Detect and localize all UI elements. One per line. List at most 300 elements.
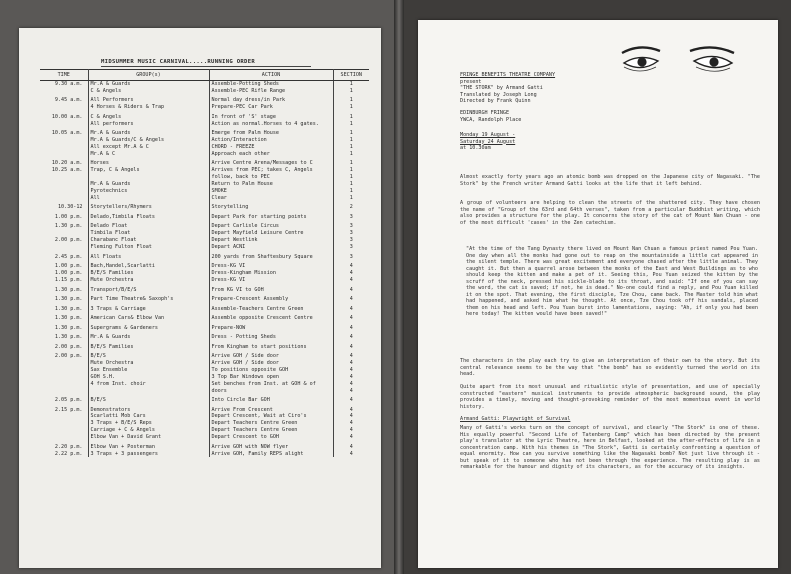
table-row [40,261,369,284]
action-line: Storytelling [211,204,249,211]
table-row [40,303,369,313]
group-cell [88,111,209,127]
action-line: Depart Teachers Centre Green [211,420,298,427]
section-line: 4 [349,270,353,277]
action-cell [209,451,333,458]
group-line: Elbow Van + Posterman [90,443,155,450]
action-cell [209,312,333,322]
action-cell [209,211,333,221]
date-start: Monday 19 August - [460,132,516,138]
translator-line: Translated by Joseph Long [460,91,537,98]
section-line: 1 [349,120,353,127]
section-line: 1 [349,174,353,181]
time-line: 1.30 p.m. [54,296,83,302]
action-line: Arrive GOH / Side door [211,359,279,366]
section-line: 3 [349,244,353,251]
section-line: 4 [349,353,353,359]
play-title: "THE STORK" by Armand Gatti [460,85,543,91]
section-line: 1 [349,181,353,188]
programme-header [460,72,555,105]
table-row [40,312,369,322]
section-line: 4 [349,305,353,312]
section-line: 1 [349,188,353,195]
time-cell [40,441,88,451]
time-line: 9.45 a.m. [54,97,83,104]
section-cell [333,81,369,95]
action-line: Arrive From Crescent [211,406,273,413]
time-cell [40,293,88,303]
time-cell [40,261,88,284]
group-line: Mr.A & Guards/C & Angels [90,137,165,144]
group-line: Demonstrators [90,406,131,413]
group-line: 3 Traps + 3 passengers [90,450,158,457]
section-cell [333,350,369,394]
section-cell [333,341,369,351]
group-cell [88,261,209,284]
time-line: 10.00 a.m. [51,113,83,120]
section-line: 4 [349,427,353,434]
section-cell [333,322,369,332]
column-header-section: SECTION [333,70,369,81]
festival-name: EDINBURGH FRINGE [460,110,510,116]
group-line: B/E/S Families [90,343,134,350]
table-row [40,451,369,458]
section-cell [333,293,369,303]
performance-time: at 10.30am [460,145,491,151]
group-cell [88,322,209,332]
action-line: Assemble-Potting Sheds [211,81,279,87]
action-cell [209,284,333,294]
group-line: Horses [90,160,109,167]
action-line: Prepare-PEC Car Park [211,104,273,111]
group-line: Mr.A & Guards [90,130,131,137]
group-cell [88,158,209,202]
action-line: Depart Mayfield Leisure Centre [211,230,304,237]
section-line: 4 [349,296,353,302]
group-cell [88,211,209,221]
time-line: 2.20 p.m. [54,443,83,450]
column-header-group: GROUP(s) [88,70,209,81]
action-line: Dress-Kingham Mission [211,270,276,277]
action-line: Arrive GOH / Side door [211,353,279,359]
time-line: 9.30 a.m. [54,81,83,87]
time-line: 2.22 p.m. [54,450,83,457]
section-cell [333,111,369,127]
group-line: Mr.A & Guards [90,81,131,87]
section-cell [333,394,369,404]
group-line: Mute Orchestra [90,277,134,283]
action-line: Depart Crescent, Wait at Ciro's [211,413,307,420]
section-line: 1 [349,97,353,104]
section-line: 4 [349,397,353,404]
time-cell [40,81,88,95]
time-line: 1.00 p.m. [54,263,83,270]
section-line: 4 [349,413,353,420]
group-line: All except Mr.A & C [90,144,149,151]
time-cell [40,322,88,332]
group-cell [88,202,209,212]
section-line: 1 [349,87,353,94]
section-line: 1 [349,160,353,167]
title-underline [101,66,311,67]
action-line: Depart Teachers Centre Green [211,427,298,434]
section-cell [333,211,369,221]
section-line: 3 [349,230,353,237]
table-row [40,202,369,212]
action-cell [209,202,333,212]
group-line: Mute Orchestra [90,359,134,366]
time-cell [40,128,88,158]
section-line: 1 [349,150,353,157]
group-line: All performers [90,120,134,127]
group-line: Fleming Fulton Float [90,244,152,251]
action-line: Normal day dress/in Park [211,97,286,104]
group-line: Mr.A & Guards [90,334,131,340]
group-line: Part Time Theatre& Saxoph's [90,296,174,302]
action-line: SMOKE [211,188,227,195]
action-cell [209,221,333,251]
section-cell [333,202,369,212]
action-line: Dress-KG VI [211,277,246,283]
table-row [40,221,369,251]
section-line: 1 [349,137,353,144]
section-cell [333,451,369,458]
action-line: Dress-KG VI [211,263,246,270]
table-row [40,404,369,441]
action-line: Depart Carlisle Circus [211,223,279,230]
time-cell [40,404,88,441]
group-cell [88,284,209,294]
table-row [40,293,369,303]
table-row [40,394,369,404]
action-line: Action/Interaction [211,137,267,144]
group-cell [88,312,209,322]
table-row [40,81,369,95]
action-line: Depart ACNI [211,244,246,251]
section-line: 1 [349,113,353,120]
section-line: 4 [349,366,353,373]
paragraph-characters: The characters in the play each try to give an interpretation of their own to the story. But its central relevance seems to be the way that "the bomb" has so evidently turned the world on its head. [460,358,760,377]
action-cell [209,293,333,303]
group-line: Scarlatti Mob Cars [90,413,146,420]
group-cell [88,451,209,458]
section-line: 4 [349,387,353,394]
group-line: C & Angels [90,113,122,120]
time-line: 1.00 p.m. [54,270,83,277]
section-line: 4 [349,443,353,450]
section-line: 2 [349,204,353,211]
section-cell [333,441,369,451]
time-line: 1.30 p.m. [54,324,83,331]
group-line: Supergrams & Gardeners [90,324,158,331]
action-line: Return to Palm House [211,181,273,188]
time-line: 10.25 a.m. [51,167,83,174]
column-header-action: ACTION [209,70,333,81]
group-line: Sax Ensemble [90,366,128,373]
action-line: From KG VI to GOH [211,286,264,293]
time-line: 2.00 p.m. [54,353,83,359]
table-row [40,211,369,221]
group-line: Trap, C & Angels [90,167,140,174]
time-line: 2.45 p.m. [54,253,83,260]
action-cell [209,322,333,332]
section-cell [333,95,369,111]
action-cell [209,95,333,111]
action-line: Dress - Potting Sheds [211,334,276,340]
paragraph-group: A group of volunteers are helping to clean the streets of the shattered city. They have chosen the name of "Group of the 63rd and 64th verses", taken from a particular Buddhist writing, which also provides a structure for the play. It concerns the story of the cat of Mount Nan Chuan - one of the most difficult 'cases' in the Zen catechism. [460,200,760,226]
action-line: CHORD - FREEZE [211,144,255,151]
table-row [40,111,369,127]
action-line: Arrive Centre Arena/Messages to C [211,160,313,167]
company-name: FRINGE BENEFITS THEATRE COMPANY [460,72,556,78]
section-line: 4 [349,263,353,270]
action-line: Depart Westlink [211,237,258,244]
time-line [42,230,83,237]
section-line: 4 [349,334,353,340]
table-row [40,350,369,394]
action-cell [209,350,333,394]
action-line: Set benches from Inst. at GOH & of [211,380,316,387]
action-cell [209,331,333,341]
group-line [91,174,207,181]
time-line: 1.30 p.m. [54,315,83,321]
action-cell [209,404,333,441]
time-cell [40,303,88,313]
time-line: 2.00 p.m. [54,237,83,244]
action-line: Approach each other [211,150,270,157]
action-cell [209,81,333,95]
group-line: Pyrotechnics [90,188,128,195]
section-line: 4 [349,406,353,413]
action-line: Action as normal.Horses to 4 gates. [211,120,319,127]
table-row [40,128,369,158]
time-line: 1.00 p.m. [54,213,83,220]
section-line: 1 [349,81,353,87]
section-cell [333,331,369,341]
group-line: 4 Horses & Riders & Trap [90,104,165,111]
table-row [40,284,369,294]
time-line: 1.30 p.m. [54,334,83,340]
time-cell [40,221,88,251]
action-line: Emerge from Palm House [211,130,279,137]
venue-block [460,110,521,123]
table-row [40,158,369,202]
group-cell [88,404,209,441]
section-line: 1 [349,104,353,111]
time-line: 2.15 p.m. [54,406,83,413]
table-row [40,331,369,341]
action-cell [209,303,333,313]
time-cell [40,211,88,221]
section-line: 4 [349,450,353,457]
action-line: To positions opposite GOH [211,366,289,373]
section-line: 3 [349,213,353,220]
section-title: Armand Gatti: Playwright of Survival [460,416,571,422]
time-cell [40,202,88,212]
group-line: 3 Traps & Carriage [90,305,146,312]
action-line: Assemble opposite Crescent Centre [211,315,313,321]
action-cell [209,128,333,158]
group-line: B/E/S [90,353,106,359]
time-cell [40,251,88,261]
section-cell [333,284,369,294]
table-row [40,341,369,351]
running-order-page [19,28,381,568]
action-cell [209,341,333,351]
time-line: 2.05 p.m. [54,397,83,404]
time-cell [40,284,88,294]
action-line: Prepare-Crescent Assembly [211,296,289,302]
group-line: All Performers [90,97,134,104]
group-line: American Cars& Elbow Van [90,315,165,321]
time-line: 2.00 p.m. [54,343,83,350]
section-cell [333,261,369,284]
group-line: Charabanc Float [90,237,137,244]
section-cell [333,303,369,313]
section-line: 1 [349,130,353,137]
action-line: Assemble-PEC Rifle Range [211,87,286,94]
group-cell [88,221,209,251]
group-cell [88,95,209,111]
group-line: Bach,Handel,Scarlatti [90,263,155,270]
time-cell [40,350,88,394]
programme-page [418,20,778,568]
section-line: 3 [349,253,353,260]
section-line: 4 [349,343,353,350]
section-line: 3 [349,237,353,244]
group-cell [88,251,209,261]
group-line: Delado Float [90,223,128,230]
action-line: Depart Crescent to GOH [211,434,279,441]
group-line: Delado,Timbila Floats [90,213,155,220]
action-line: doors [211,387,227,394]
action-cell [209,441,333,451]
group-cell [88,81,209,95]
action-line: Arrive GOH, Family REPS alight [211,450,304,457]
section-line: 4 [349,324,353,331]
time-line: 1.15 p.m. [54,277,83,283]
time-cell [40,394,88,404]
action-line: In front of 'S' stage [211,113,276,120]
section-line: 4 [349,380,353,387]
group-line: 4 from Inst. choir [90,380,146,387]
group-cell [88,303,209,313]
group-line: B/E/S Families [90,270,134,277]
action-line: Arrive GOH with NOW flyer [211,443,289,450]
time-line: 1.30 p.m. [54,223,83,230]
group-line: B/E/S [90,397,106,404]
group-line: Storytellers/Rhymers [90,204,152,211]
group-line: C & Angels [90,87,122,94]
time-cell [40,111,88,127]
section-line: 3 [349,223,353,230]
section-line: 1 [349,167,353,174]
table-row [40,251,369,261]
group-line: Carriage + C & Angels [90,427,155,434]
section-cell [333,251,369,261]
section-cell [333,312,369,322]
action-cell [209,158,333,202]
group-line: Transport/B/E/S [90,286,137,293]
section-cell [333,128,369,158]
paragraph-survival: Many of Gatti's works turn on the concept of survival, and clearly "The Stork" is one of these. His equally powerful "Second Life of Tatenberg Camp" which has been directed by the present play's translator at the Lyric Theatre, here in Belfast, looked at the after-effects of life in a concentration camp. With his themes in "The Stork", Gatti is certainly confronting a question of equal enormity. How can you survive something like the Nagasaki bomb? Not just live through it - but speak of it to someone who has not been through the experience. The resulting play is as remarkable for the humour and dignity of its characters, as for the accuracy of its insights. [460,425,760,470]
time-cell [40,331,88,341]
section-line: 4 [349,420,353,427]
section-line: 4 [349,373,353,380]
running-order-title: MIDSUMMER MUSIC CARNIVAL.....RUNNING ORDER [101,59,256,65]
present-line: present [460,78,482,85]
paragraph-story: "At the time of the Tang Dynasty there lived on Mount Nan Chuan a famous priest named Pou Yuan. One day when all the monks had gone out to reap on the mountainside a little cat appeared in the silent temple. There was great excitement and everyone chased after the little animal. They caught it. But then a quarrel arose between the monks of the East and West Buildings as to who should keep the kitten and make a pet of it. Seeing this, Pou Yuan seized the kitten by the scruff of the neck, pressed his sickle-blade to its throat, and said: "If one of you can say the word, the cat is saved; if not, he is dead." No-one could find a reply, and Pou Yuan killed it on the spot. That evening, the first disciple, Tze Chou, came back. The Master told him what had happened, and asked him what he thought. At once, Tze Chou took off his sandals, placed them on his head and left. Pou Yuan burst into lamentations, saying: "Ah, if only you had been here today! The kitten would have been saved!" [466,246,758,317]
venue-name: YWCA, Randolph Place [460,116,522,123]
book-gutter [394,0,404,574]
time-cell [40,341,88,351]
group-line: Timbila Float [90,230,131,237]
time-cell [40,451,88,458]
action-line: 200 yards from Shaftesbury Square [211,253,313,260]
action-cell [209,111,333,127]
group-cell [88,341,209,351]
column-header-time: TIME [40,70,88,81]
group-line: GOH S.H. [90,373,116,380]
action-line: From Kingham to start positions [211,343,307,350]
dates-block [460,132,515,152]
section-line: 4 [349,315,353,321]
table-row [40,441,369,451]
time-cell [40,312,88,322]
group-line: All [90,194,100,201]
time-line: 10.30-12 [57,204,83,211]
action-cell [209,394,333,404]
action-line: Clear [211,194,227,201]
group-line: All Floats [90,253,122,260]
time-line: 10.20 a.m. [51,160,83,167]
time-cell [40,95,88,111]
section-line: 4 [349,286,353,293]
paragraph-intro: Almost exactly forty years ago an atomic bomb was dropped on the Japanese city of Nagasaki. "The Stork" by the French writer Armand Gatti looks at the life that it left behind. [460,174,760,187]
action-line: Prepare-NOW [211,324,246,331]
action-line: follow, back to PEC [211,174,270,181]
group-line: Mr.A & Guards [90,181,131,188]
section-line: 4 [349,359,353,366]
time-cell [40,158,88,202]
action-line: Depart Park for starting points [211,213,307,220]
section-line: 4 [349,434,353,441]
group-line: Elbow Van + David Grant [90,434,162,441]
section-line: 1 [349,144,353,151]
group-cell [88,293,209,303]
table-row [40,322,369,332]
paragraph-presentation: Quite apart from its most unusual and ritualistic style of presentation, and use of specially constructed "eastern" musical instruments to provide atmospheric background sound, the play provides a timely, moving and thought-provoking reminder of the most momentous event in world history. [460,384,760,410]
action-line: Into Circle Bar GOH [211,397,270,404]
section-cell [333,158,369,202]
time-line: 1.30 p.m. [54,286,83,293]
action-line: Assemble-Teachers Centre Green [211,305,304,312]
table-header-row [40,70,369,81]
group-line: Mr.A & C [90,150,116,157]
action-cell [209,251,333,261]
section-line: 1 [349,194,353,201]
group-cell [88,350,209,394]
table-row [40,95,369,111]
time-line: 10.05 a.m. [51,130,83,137]
running-order-table [40,69,369,457]
group-cell [88,394,209,404]
eyes-logo-icon [620,43,738,77]
group-cell [88,331,209,341]
director-line: Directed by Frank Quinn [460,98,531,104]
table-body [40,81,369,458]
group-line: 3 Traps + B/E/S Reps [90,420,152,427]
